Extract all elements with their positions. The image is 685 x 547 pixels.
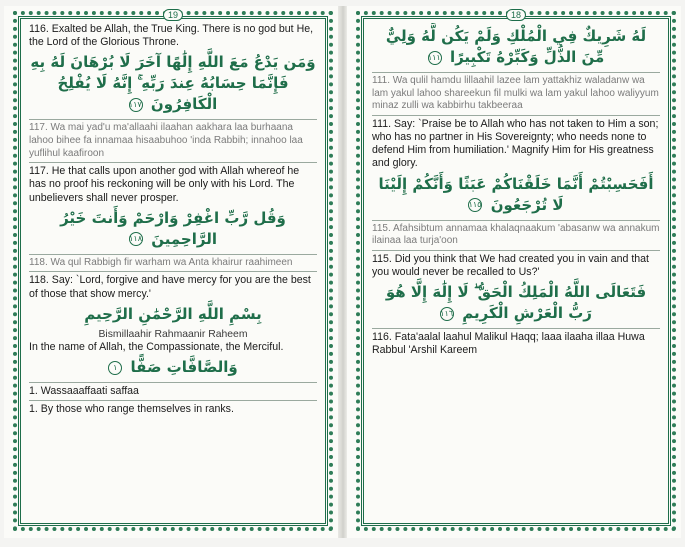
arabic-verse-116: فَتَعَالَى اللَّهُ الْمَلِكُ الْحَقُّ ۖ لَا إِلَٰهَ إِلَّا هُوَ رَبُّ الْعَرْشِ الْكَرِيمِ ١١٦	[385, 283, 647, 323]
verse-marker: ١١٨	[129, 232, 143, 246]
left-page-border	[18, 10, 328, 526]
verse-111-translation: 111. Say: `Praise be to Allah who has not taken to Him a son; who has no partner in His Sovereignty; who needs none to defend Him from humiliation.' Magnify Him for His greatness and glory.	[372, 117, 659, 170]
verse-marker: ١١١	[428, 51, 442, 65]
divider	[29, 271, 317, 272]
divider	[29, 254, 317, 255]
page-number: 19	[163, 9, 183, 21]
right-page-content	[372, 23, 660, 519]
verse-118-translation: 118. Say: `Lord, forgive and have mercy for you are the best of those that show mercy.'	[29, 274, 311, 300]
verse-marker: ١١٦	[440, 307, 454, 321]
verse-115-transliteration: 115. Afahsibtum annamaa khalaqnaakum 'abasanw wa annakum ilainaa laa turja'oon	[372, 222, 660, 247]
basmala-transliteration: Bismillaahir Rahmaanir Raheem	[98, 328, 248, 340]
verse-1-transliteration: 1. Wassaaaffaati saffaa	[29, 385, 139, 397]
page-number: 18	[506, 9, 526, 21]
verse-118-transliteration: 118. Wa qul Rabbigh fir warham wa Anta khairur raahimeen	[29, 256, 293, 268]
arabic-verse-117: وَمَن يَدْعُ مَعَ اللَّهِ إِلَٰهًا آخَرَ لَا بُرْهَانَ لَهُ بِهِ فَإِنَّمَا حِسَابُهُ عِندَ رَبِّهِ ۚ إِنَّهُ لَا يُفْلِحُ الْكَافِرُونَ ١١٧	[30, 53, 316, 114]
book-spread	[4, 6, 681, 542]
arabic-verse-111: لَهُ شَرِيكٌ فِي الْمُلْكِ وَلَمْ يَكُن لَّهُ وَلِيٌّ مِّنَ الذُّلِّ وَكَبِّرْهُ تَكْبِيرًا ١١١	[385, 27, 647, 66]
arabic-verse-1: وَالصَّافَّاتِ صَفًّا ١	[29, 357, 317, 378]
arabic-verse-115: أَفَحَسِبْتُمْ أَنَّمَا خَلَقْنَاكُمْ عَبَثًا وَأَنَّكُمْ إِلَيْنَا لَا تُرْجَعُونَ ١١٥	[378, 174, 654, 214]
divider	[372, 72, 660, 73]
right-page-border	[361, 10, 671, 526]
divider	[372, 250, 660, 251]
left-page-content	[29, 23, 317, 519]
verse-marker: ١	[108, 361, 122, 375]
basmala-translation: In the name of Allah, the Compassionate, the Merciful.	[29, 340, 284, 353]
verse-117-transliteration: 117. Wa mai yad'u ma'allaahi ilaahan aakhara laa burhaana lahoo bihee fa innamaa hisaabuhoo 'inda Rabbih; innahoo laa yuflihul kaafiroon	[29, 122, 303, 159]
basmala-arabic: بِسْمِ اللَّهِ الرَّحْمَٰنِ الرَّحِيمِ	[84, 304, 262, 323]
arabic-verse-118: وَقُل رَّبِّ اغْفِرْ وَارْحَمْ وَأَنتَ خَيْرُ الرَّاحِمِينَ ١١٨	[60, 208, 286, 248]
divider	[372, 220, 660, 221]
verse-116-translation: 116. Exalted be Allah, the True King. There is no god but He, the Lord of the Glorious Throne.	[29, 23, 314, 49]
divider	[372, 115, 660, 116]
verse-1-translation: 1. By those who range themselves in ranks.	[29, 403, 234, 416]
right-page	[347, 6, 681, 538]
verse-115-translation: 115. Did you think that We had created you in vain and that you would never be recalled to Us?'	[372, 252, 649, 278]
verse-117-translation: 117. He that calls upon another god with Allah whereof he has no proof his reckoning will be only with his Lord. The unbelievers shall never prosper.	[29, 165, 300, 204]
verse-marker: ١١٧	[129, 98, 143, 112]
left-page	[4, 6, 338, 538]
verse-116-transliteration: 116. Fata'aalal laahul Malikul Haqq; laaa ilaaha illaa Huwa Rabbul 'Arshil Kareem	[372, 331, 645, 357]
divider	[29, 119, 317, 120]
book-gutter	[338, 6, 347, 538]
verse-111-transliteration: 111. Wa qulil hamdu lillaahil lazee lam yattakhiz waladanw wa lam yakul lahoo shareekun fil mulki wa lam yakul lahoo waliyyum minaz zulli wa kabbirhu takbeeraa	[372, 75, 659, 112]
divider	[372, 328, 660, 329]
divider	[29, 382, 317, 383]
verse-marker: ١١٥	[468, 198, 482, 212]
divider	[29, 162, 317, 163]
divider	[29, 400, 317, 401]
